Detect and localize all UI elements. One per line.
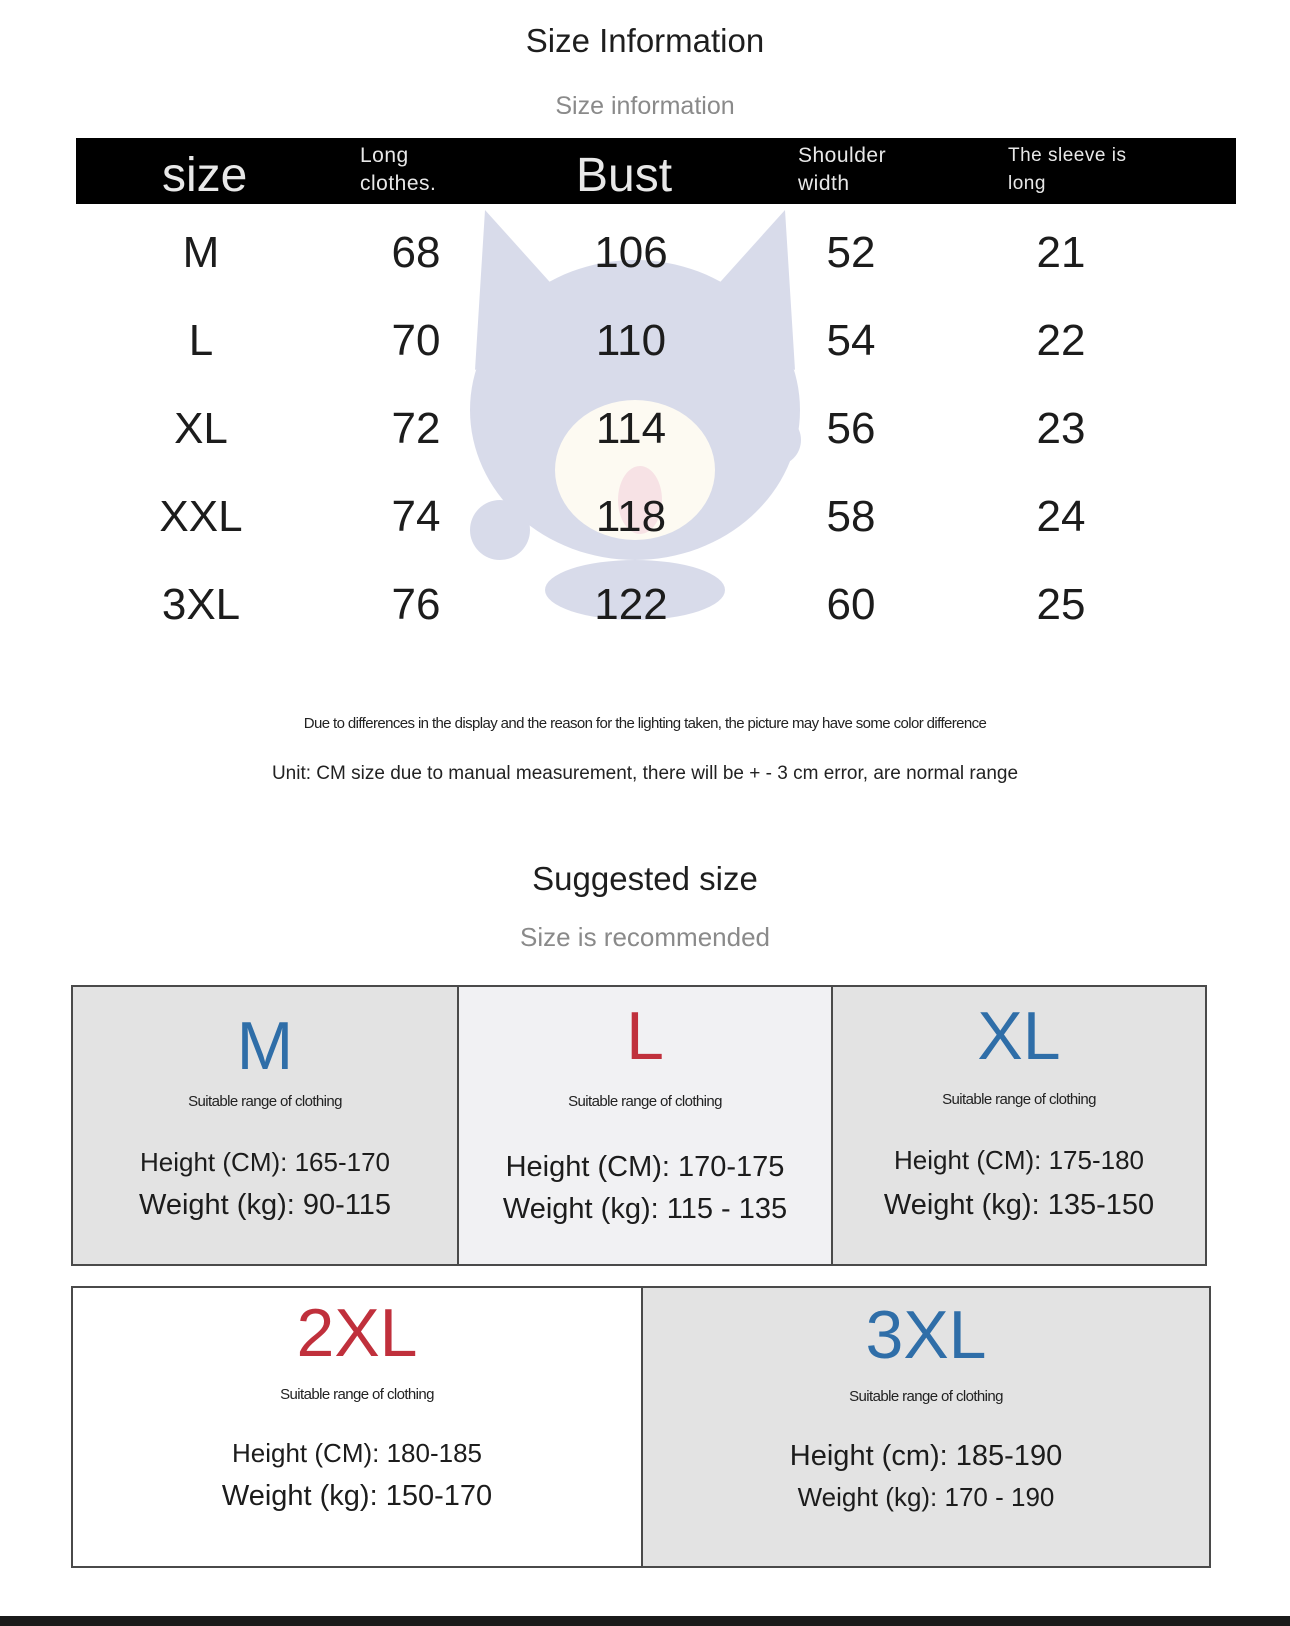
cell-shoulder: 54	[826, 316, 876, 365]
size-table-header	[76, 138, 1236, 204]
cell-length: 72	[391, 404, 441, 453]
cell-size: L	[188, 316, 214, 365]
card-height: Height (CM): 165-170	[140, 1147, 390, 1177]
cell-sleeve: 21	[1036, 228, 1086, 277]
cell-length: 70	[391, 316, 441, 365]
cell-length: 74	[391, 492, 441, 541]
cell-bust: 106	[594, 228, 668, 277]
card-size-label: M	[236, 1008, 294, 1084]
card-weight: Weight (kg): 170 - 190	[797, 1482, 1055, 1512]
card-height: Height (cm): 185-190	[789, 1440, 1063, 1472]
card-height: Height (CM): 175-180	[894, 1145, 1144, 1175]
cell-length: 68	[391, 228, 441, 277]
table-row	[76, 474, 1236, 562]
page-title: Size Information	[525, 22, 765, 59]
card-weight: Weight (kg): 150-170	[221, 1480, 493, 1512]
cell-size: 3XL	[161, 580, 241, 629]
card-caption: Suitable range of clothing	[849, 1388, 1003, 1405]
cell-shoulder: 60	[826, 580, 876, 629]
col-header-sleeve: The sleeve is long	[1008, 145, 1127, 194]
cell-bust: 110	[595, 316, 667, 365]
card-caption: Suitable range of clothing	[280, 1386, 434, 1403]
cell-sleeve: 22	[1036, 316, 1086, 365]
col-header-length: Long clothes.	[360, 144, 437, 195]
suggested-size-subtitle: Size is recommended	[520, 922, 770, 952]
table-row	[76, 386, 1236, 474]
cell-bust: 122	[594, 580, 668, 629]
size-card-xl	[831, 985, 1207, 1266]
card-height: Height (CM): 170-175	[505, 1151, 785, 1183]
table-row	[76, 562, 1236, 650]
suggested-size-title: Suggested size	[532, 860, 758, 897]
cell-sleeve: 24	[1036, 492, 1086, 541]
size-card-l	[457, 985, 833, 1266]
cell-bust: 118	[595, 492, 667, 541]
card-caption: Suitable range of clothing	[188, 1093, 342, 1110]
col-header-size: size	[162, 149, 248, 202]
table-row	[76, 210, 1236, 298]
card-weight: Weight (kg): 90-115	[139, 1189, 391, 1221]
color-difference-note: Due to differences in the display and the reason for the lighting taken, the picture may have some color difference	[303, 715, 987, 732]
card-weight: Weight (kg): 115 - 135	[502, 1193, 788, 1225]
unit-note: Unit: CM size due to manual measurement, there will be + - 3 cm error, are normal range	[271, 763, 1019, 784]
cell-sleeve: 23	[1036, 404, 1086, 453]
cell-size: XL	[174, 404, 228, 453]
cell-sleeve: 25	[1036, 580, 1086, 629]
card-size-label: 3XL	[865, 1297, 987, 1373]
card-size-label: XL	[977, 998, 1061, 1074]
cell-bust: 114	[595, 404, 667, 453]
col-header-shoulder: Shoulder width	[798, 144, 887, 195]
size-card-m	[71, 985, 459, 1266]
col-header-bust: Bust	[576, 149, 673, 202]
cell-length: 76	[391, 580, 441, 629]
card-weight: Weight (kg): 135-150	[883, 1189, 1155, 1221]
card-caption: Suitable range of clothing	[568, 1093, 722, 1110]
cell-size: M	[182, 228, 220, 277]
size-card-3xl	[641, 1286, 1211, 1568]
card-size-label: 2XL	[296, 1295, 418, 1371]
table-row	[76, 298, 1236, 386]
card-size-label: L	[626, 998, 664, 1074]
card-height: Height (CM): 180-185	[232, 1438, 482, 1468]
cell-size: XXL	[159, 492, 243, 541]
bottom-divider	[0, 1616, 1290, 1626]
page-subtitle: Size information	[555, 92, 735, 120]
cell-shoulder: 56	[826, 404, 876, 453]
card-caption: Suitable range of clothing	[942, 1091, 1096, 1108]
cell-shoulder: 58	[826, 492, 876, 541]
size-card-2xl	[71, 1286, 643, 1568]
cell-shoulder: 52	[826, 228, 876, 277]
